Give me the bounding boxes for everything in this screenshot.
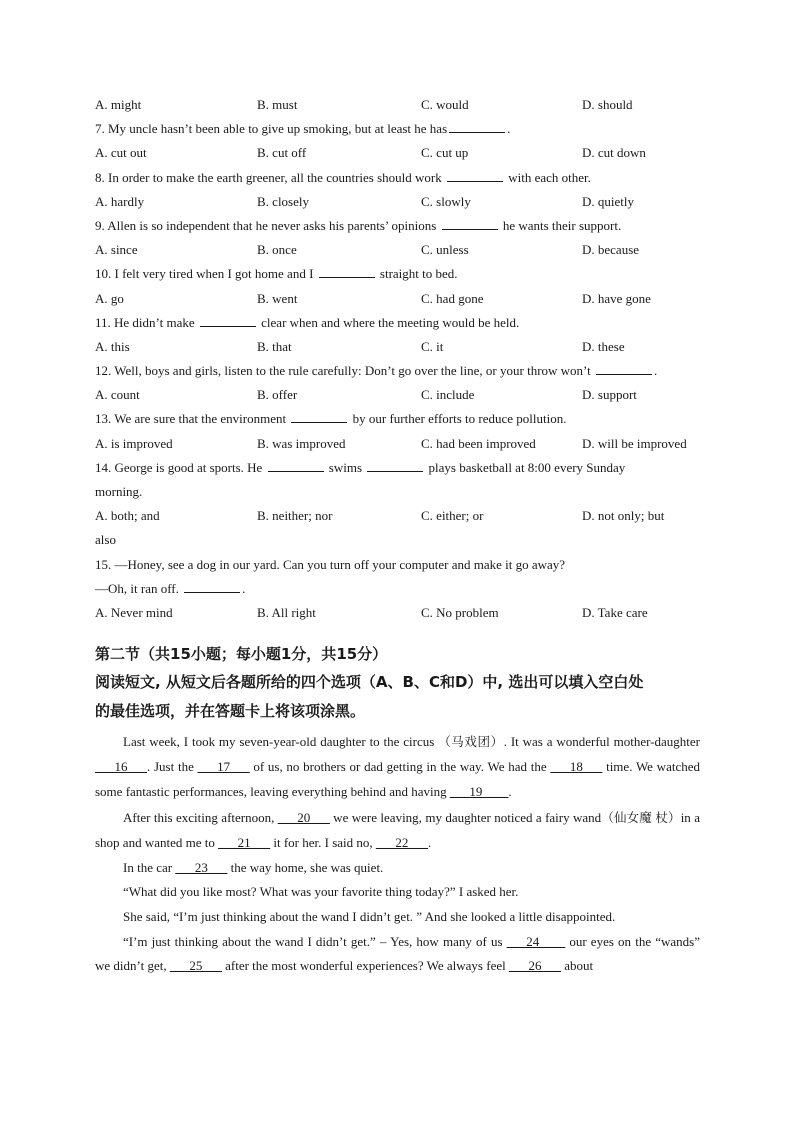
- passage-text: about: [560, 958, 594, 974]
- question-text-end: plays basketball at 8:00 every Sunday: [428, 459, 626, 475]
- question-12-options: [95, 383, 700, 407]
- question-text: 7. My uncle hasn’t been able to give up smoking, but at least he has: [95, 121, 448, 137]
- question-text: 9. Allen is so independent that he never asks his parents’ opinions: [95, 217, 437, 233]
- option-d[interactable]: D. not only; but: [582, 508, 665, 524]
- option-c[interactable]: C. No problem: [421, 604, 499, 620]
- question-8-stem: [95, 166, 700, 190]
- question-7-options: [95, 141, 700, 165]
- answer-blank: [319, 267, 375, 278]
- option-b[interactable]: B. once: [257, 242, 297, 258]
- question-15-reply: [95, 577, 700, 601]
- option-d[interactable]: D. cut down: [582, 145, 646, 161]
- option-b[interactable]: B. neither; nor: [257, 508, 333, 524]
- question-text-end: with each other.: [508, 169, 591, 185]
- paragraph-6: [95, 930, 700, 979]
- option-a[interactable]: A. this: [95, 338, 130, 354]
- answer-blank: [447, 171, 503, 182]
- paragraph-2: [95, 806, 700, 855]
- passage-text: our eyes on the: [565, 933, 652, 949]
- passage-text: “I’m just thinking about the wand I didn’t get.” – Yes, how many of us: [123, 933, 507, 949]
- cloze-blank-20: ___20___: [277, 810, 330, 826]
- option-c[interactable]: C. unless: [421, 242, 469, 258]
- option-b[interactable]: B. offer: [257, 387, 298, 403]
- question-10-stem: [95, 262, 700, 286]
- section-instruction-line-1: 阅读短文, 从短文后各题所给的四个选项（A、B、C和D）中, 选出可以填入空白处: [95, 673, 644, 692]
- answer-blank: [596, 364, 652, 375]
- passage-text: time. We watched some fantastic performances, leaving everything behind and having: [95, 758, 700, 799]
- option-d[interactable]: D. should: [582, 97, 633, 112]
- chinese-gloss: 杖）: [655, 810, 681, 826]
- option-c[interactable]: C. include: [421, 387, 475, 403]
- option-b[interactable]: B. went: [257, 290, 298, 306]
- question-15-options: [95, 601, 700, 625]
- paragraph-1: [95, 730, 700, 804]
- question-text: 11. He didn’t make: [95, 314, 195, 330]
- question-text-end: .: [507, 121, 511, 137]
- passage-text: In the car: [123, 859, 176, 875]
- cloze-blank-22: ___22___: [375, 834, 428, 850]
- answer-blank: [367, 461, 423, 472]
- question-7-stem: [95, 117, 700, 141]
- option-c[interactable]: C. either; or: [421, 508, 484, 524]
- cloze-blank-18: ___18___: [550, 758, 603, 774]
- option-d[interactable]: D. these: [582, 338, 625, 354]
- chinese-gloss: （仙女魔: [601, 810, 652, 826]
- option-c[interactable]: C. slowly: [421, 193, 471, 209]
- option-d[interactable]: D. will be improved: [582, 435, 687, 451]
- question-11-stem: [95, 311, 700, 335]
- paragraph-5: She said, “I’m just thinking about the wand I didn’t get. ” And she looked a little disappointed.: [123, 909, 616, 925]
- passage-text: the way home, she was quiet.: [227, 859, 384, 875]
- cloze-blank-21: ___21___: [218, 834, 271, 850]
- passage-text: we were leaving, my daughter noticed a fairy wand: [329, 810, 602, 826]
- option-c[interactable]: C. had been improved: [421, 435, 536, 451]
- section-heading: 第二节（共15小题；每小题1分，共15分）: [95, 645, 388, 664]
- question-text-mid: swims: [328, 459, 363, 475]
- cloze-blank-23: ___23___: [175, 859, 228, 875]
- option-a[interactable]: A. Never mind: [95, 604, 173, 620]
- question-8-options: [95, 190, 700, 214]
- option-d[interactable]: D. support: [582, 387, 637, 403]
- option-d[interactable]: D. have gone: [582, 290, 651, 306]
- option-c[interactable]: C. it: [421, 338, 444, 354]
- passage-text: . It was a wonderful: [503, 734, 610, 750]
- question-12-stem: [95, 359, 700, 383]
- exam-page: [95, 93, 700, 979]
- cloze-blank-25: ___25___: [169, 958, 222, 974]
- passage-text: it for her. I said no,: [270, 834, 376, 850]
- option-d[interactable]: D. Take care: [582, 604, 648, 620]
- paragraph-4: “What did you like most? What was your favorite thing today?” I asked her.: [123, 884, 519, 900]
- answer-blank: [449, 122, 505, 133]
- option-d[interactable]: D. quietly: [582, 193, 634, 209]
- option-b[interactable]: B. was improved: [257, 435, 346, 451]
- option-b[interactable]: B. must: [257, 97, 298, 112]
- option-b[interactable]: B. closely: [257, 193, 309, 209]
- option-a[interactable]: A. go: [95, 290, 124, 306]
- question-text-end: .: [242, 580, 246, 596]
- question-14-option-d-cont: also: [95, 532, 116, 548]
- question-6-options: [95, 93, 700, 117]
- question-10-options: [95, 287, 700, 311]
- option-a[interactable]: A. is improved: [95, 435, 173, 451]
- answer-blank: [268, 461, 324, 472]
- passage-text: after the most wonderful experiences? We always feel: [221, 958, 509, 974]
- question-text: —Oh, it ran off.: [95, 580, 179, 596]
- option-a[interactable]: A. since: [95, 242, 138, 258]
- option-c[interactable]: C. would: [421, 97, 469, 112]
- passage-text: .: [508, 783, 512, 799]
- question-14-options: [95, 504, 700, 528]
- question-14-stem-cont: morning.: [95, 484, 143, 499]
- question-14-stem: [95, 456, 700, 480]
- passage-text: After this exciting afternoon,: [123, 810, 278, 826]
- option-a[interactable]: A. cut out: [95, 145, 147, 161]
- option-b[interactable]: B. All right: [257, 604, 316, 620]
- passage-text: . Just the: [147, 758, 198, 774]
- passage-text: in a shop and wanted me to: [95, 810, 700, 850]
- answer-blank: [184, 582, 240, 593]
- question-text-end: he wants their support.: [502, 217, 622, 233]
- question-text: 13. We are sure that the environment: [95, 411, 287, 427]
- option-c[interactable]: C. cut up: [421, 145, 469, 161]
- question-text-end: clear when and where the meeting would be held.: [261, 314, 520, 330]
- question-text: 10. I felt very tired when I got home and I: [95, 266, 314, 282]
- question-9-stem: [95, 214, 700, 238]
- section-instruction-line-2: 的最佳选项，并在答题卡上将该项涂黑。: [95, 702, 366, 721]
- question-text: 14. George is good at sports. He: [95, 459, 263, 475]
- option-c[interactable]: C. had gone: [421, 290, 484, 306]
- question-13-stem: [95, 407, 700, 431]
- question-text: 8. In order to make the earth greener, all the countries should work: [95, 169, 442, 185]
- paragraph-3: [95, 856, 700, 881]
- question-15-stem: 15. —Honey, see a dog in our yard. Can you turn off your computer and make it go away?: [95, 556, 566, 572]
- answer-blank: [442, 219, 498, 230]
- option-b[interactable]: B. cut off: [257, 145, 307, 161]
- question-text-end: by our further efforts to reduce pollution.: [352, 411, 567, 427]
- passage-text: of us, no brothers or dad getting in the way. We had the: [249, 758, 547, 774]
- passage-text: Last week, I took my seven-year-old daughter to the circus: [123, 734, 439, 750]
- cloze-blank-26: ___26___: [508, 958, 561, 974]
- answer-blank: [291, 412, 347, 423]
- option-a[interactable]: A. both; and: [95, 508, 160, 524]
- question-9-options: [95, 238, 700, 262]
- question-text: 12. Well, boys and girls, listen to the rule carefully: Don’t go over the line, or your throw won’t: [95, 363, 591, 379]
- option-a[interactable]: A. hardly: [95, 193, 145, 209]
- cloze-blank-17: ___17___: [197, 758, 250, 774]
- question-13-options: [95, 432, 700, 456]
- passage-text: .: [427, 834, 432, 850]
- question-11-options: [95, 335, 700, 359]
- answer-blank: [200, 316, 256, 327]
- question-text-end: straight to bed.: [379, 266, 458, 282]
- cloze-blank-16: ___16___: [95, 758, 147, 774]
- cloze-blank-19: ___19____: [449, 783, 509, 799]
- option-b[interactable]: B. that: [257, 338, 292, 354]
- chinese-gloss: （马戏团）: [438, 734, 504, 750]
- cloze-blank-24: ___24____: [506, 933, 566, 949]
- cloze-passage: [95, 730, 700, 979]
- question-text-end: .: [654, 363, 658, 379]
- passage-text: mother-daughter: [613, 734, 701, 750]
- option-d[interactable]: D. because: [582, 242, 640, 258]
- passage-text: “wands” we didn’t get,: [95, 933, 701, 974]
- option-a[interactable]: A. might: [95, 97, 142, 112]
- option-a[interactable]: A. count: [95, 387, 140, 403]
